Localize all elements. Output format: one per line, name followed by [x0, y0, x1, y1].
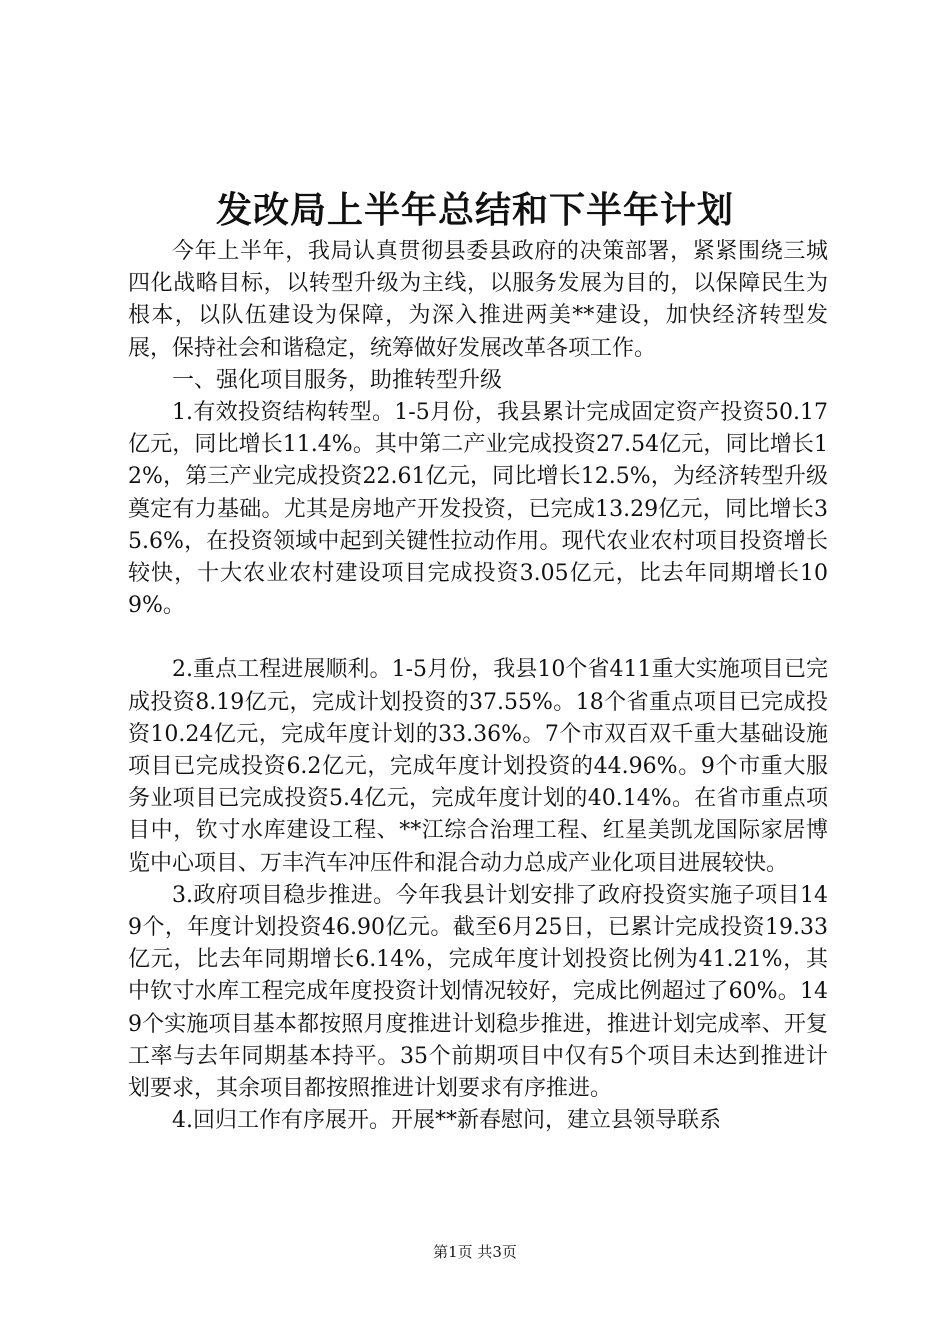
paragraph-government-projects: 3.政府项目稳步推进。今年我县计划安排了政府投资实施子项目149个，年度计划投资46.90亿元。截至6月25日，已累计完成投资19.33亿元，比去年同期增长6.14%，完成年度计划投资比例为41.21%，其中钦寸水库工程完成年度投资计划情况较好，完成比例超过了60%。149个实施项目基本都按照月度推进计划稳步推进，推进计划完成率、开复工率与去年同期基本持平。35个前期项目中仅有5个项目未达到推进计划要求，其余项目都按照推进计划要求有序推进。 [128, 882, 828, 1102]
paragraph-return-work: 4.回归工作有序展开。开展**新春慰问，建立县领导联系 [172, 1108, 721, 1134]
section-heading: 一、强化项目服务，助推转型升级 [172, 367, 503, 393]
intro-paragraph: 今年上半年，我局认真贯彻县委县政府的决策部署，紧紧围绕三城四化战略目标，以转型升级为主线，以服务发展为目的，以保障民生为根本，以队伍建设为保障，为深入推进两美**建设，加快经济转型发展，保持社会和谐稳定，统筹做好发展改革各项工作。 [128, 239, 828, 361]
document-title: 发改局上半年总结和下半年计划 [215, 189, 734, 231]
page-footer: 第1页 共3页 [433, 1243, 517, 1261]
document-body [128, 236, 828, 1137]
paragraph-key-projects: 2.重点工程进展顺利。1-5月份，我县10个省411重大实施项目已完成投资8.19亿元，完成计划投资的37.55%。18个省重点项目已完成投资10.24亿元，完成年度计划的33.36%。7个市双百双千重大基础设施项目已完成投资6.2亿元，完成年度计划投资的44.96%。9个市重大服务业项目已完成投资5.4亿元，完成年度计划的40.14%。在省市重点项目中，钦寸水库建设工程、**江综合治理工程、红星美凯龙国际家居博览中心项目、万丰汽车冲压件和混合动力总成产业化项目进展较快。 [128, 657, 828, 876]
paragraph-investment: 1.有效投资结构转型。1-5月份，我县累计完成固定资产投资50.17亿元，同比增长11.4%。其中第二产业完成投资27.54亿元，同比增长12%，第三产业完成投资22.61亿元，同比增长12.5%，为经济转型升级奠定有力基础。尤其是房地产开发投资，已完成13.29亿元，同比增长35.6%，在投资领域中起到关键性拉动作用。现代农业农村项目投资增长较快，十大农业农村建设项目完成投资3.05亿元，比去年同期增长109%。 [128, 400, 828, 619]
